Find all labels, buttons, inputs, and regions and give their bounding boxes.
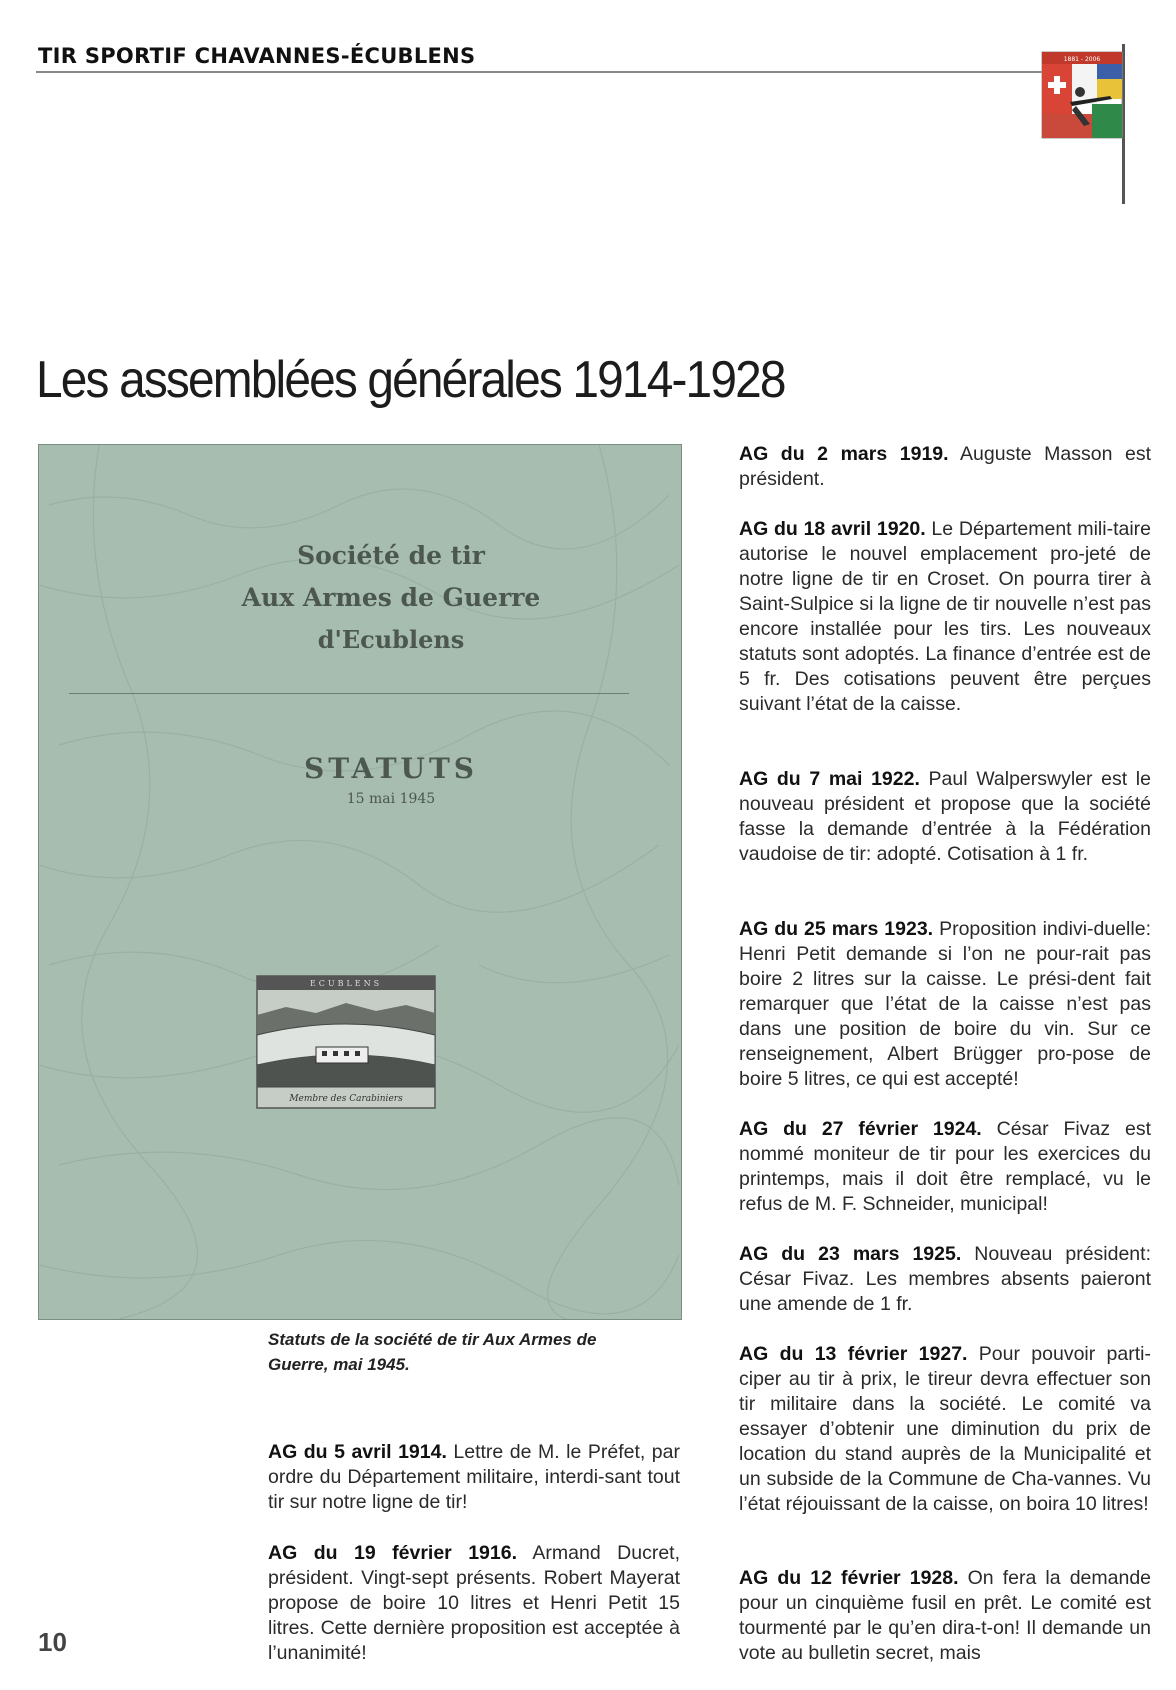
entry-1925 — [739, 1242, 1151, 1317]
entry-heading: AG du 7 mai 1922. — [739, 768, 920, 790]
entry-text: Armand Ducret, président. Vingt-sept présents. Robert Mayerat propose de boire 10 litres et Henri Petit 15 litres. Cette dernière proposition est acceptée à l’unanimité! — [268, 1542, 680, 1664]
entry-1927 — [739, 1342, 1151, 1517]
entry-text: On fera la demande pour un cinquième fusil en prêt. Le comité est tourmenté par le qu’en dira-t-on! Il demande un vote au bulletin secret, mais — [739, 1567, 1152, 1664]
entry-text: Paul Walperswyler est le nouveau président et propose que la société fasse la demande d’entrée à la Fédération vaudoise de tir: adopté. Cotisation à 1 fr. — [739, 768, 1151, 865]
entry-heading: AG du 19 février 1916. — [268, 1542, 518, 1564]
entry-text: Nouveau président: César Fivaz. Les membres absents paieront une amende de 1 fr. — [739, 1243, 1151, 1315]
emblem-bottom-text: Membre des Carabiniers — [289, 1094, 403, 1104]
entry-text: Le Département mili-taire autorise le nouvel emplacement pro-jeté de notre ligne de tir en Croset. On pourra tirer à Saint-Sulpice si la ligne de tir nouvelle n’est pas encore installée pour les tirs. Les nouveaux statuts sont adoptés. La finance d’entrée est de 5 fr. Des cotisations peuvent être perçues suivant l’état de la caisse. — [739, 518, 1151, 715]
entry-heading: AG du 12 février 1928. — [739, 1567, 959, 1589]
entry-heading: AG du 13 février 1927. — [739, 1343, 968, 1365]
entry-heading: AG du 25 mars 1923. — [739, 918, 934, 940]
cover-divider — [69, 693, 629, 694]
entry-1914 — [268, 1440, 680, 1515]
paper-texture — [39, 445, 681, 1319]
entry-heading: AG du 5 avril 1914. — [268, 1441, 447, 1463]
entry-text: Lettre de M. le Préfet, par ordre du Département militaire, interdi-sant tout tir sur notre ligne de tir! — [268, 1441, 680, 1513]
entry-heading: AG du 2 mars 1919. — [739, 443, 949, 465]
entry-heading: AG du 27 février 1924. — [739, 1118, 982, 1140]
cover-statuts-title: STATUTS — [303, 752, 479, 785]
page-title: Les assemblées générales 1914-1928 — [36, 351, 785, 409]
entry-1923 — [739, 917, 1151, 1092]
entry-text: César Fivaz est nommé moniteur de tir pour les exercices du printemps, mais il doit être remplacé, vu le refus de M. F. Schneider, municipal! — [739, 1118, 1152, 1215]
page-number: 10 — [38, 1627, 67, 1657]
entry-heading: AG du 23 mars 1925. — [739, 1243, 962, 1265]
entry-1922 — [739, 767, 1151, 867]
entry-heading: AG du 18 avril 1920. — [739, 518, 926, 540]
cover-society-line-1: Société de tir — [297, 541, 485, 570]
entry-text: Proposition indivi-duelle: Henri Petit demande si l’on ne pour-rait pas boire 2 litres sur la caisse. Le prési-dent fait remarquer que l’état de la caisse n’est pas dans une position de boire du vin. Sur ce renseignement, Albert Brügger pro-pose de boire 5 litres, ce qui est accepté! — [739, 918, 1151, 1090]
flag-label: 1881 - 2006 — [1063, 56, 1101, 63]
entry-1928 — [739, 1566, 1151, 1666]
club-flag-logo — [1040, 44, 1150, 204]
cover-date: 15 mai 1945 — [346, 791, 436, 807]
header-rule — [36, 71, 1058, 73]
entry-1924 — [739, 1117, 1151, 1217]
statuts-cover-image — [38, 444, 682, 1320]
entry-text: Pour pouvoir parti-ciper au tir à prix, le tireur devra effectuer son tir militaire dans la société. Le comité va essayer d’obtenir une diminution du prix de location du stand auprès de la Municipalité et un subside de la Commune de Cha-vannes. Vu l’état réjouissant de la caisse, on boira 10 litres! — [739, 1343, 1151, 1515]
entry-1919 — [739, 442, 1151, 492]
running-header: TIR SPORTIF CHAVANNES-ÉCUBLENS — [38, 44, 476, 68]
entry-text: Auguste Masson est président. — [739, 443, 1151, 490]
cover-society-line-3: d'Ecublens — [317, 625, 465, 654]
ecublens-emblem — [256, 975, 436, 1109]
figure-caption: Statuts de la société de tir Aux Armes de Guerre, mai 1945. — [268, 1330, 597, 1374]
cover-society-line-2: Aux Armes de Guerre — [241, 583, 541, 612]
entry-1916 — [268, 1541, 680, 1666]
entry-1920 — [739, 517, 1151, 717]
emblem-top-text: ECUBLENS — [309, 979, 383, 988]
